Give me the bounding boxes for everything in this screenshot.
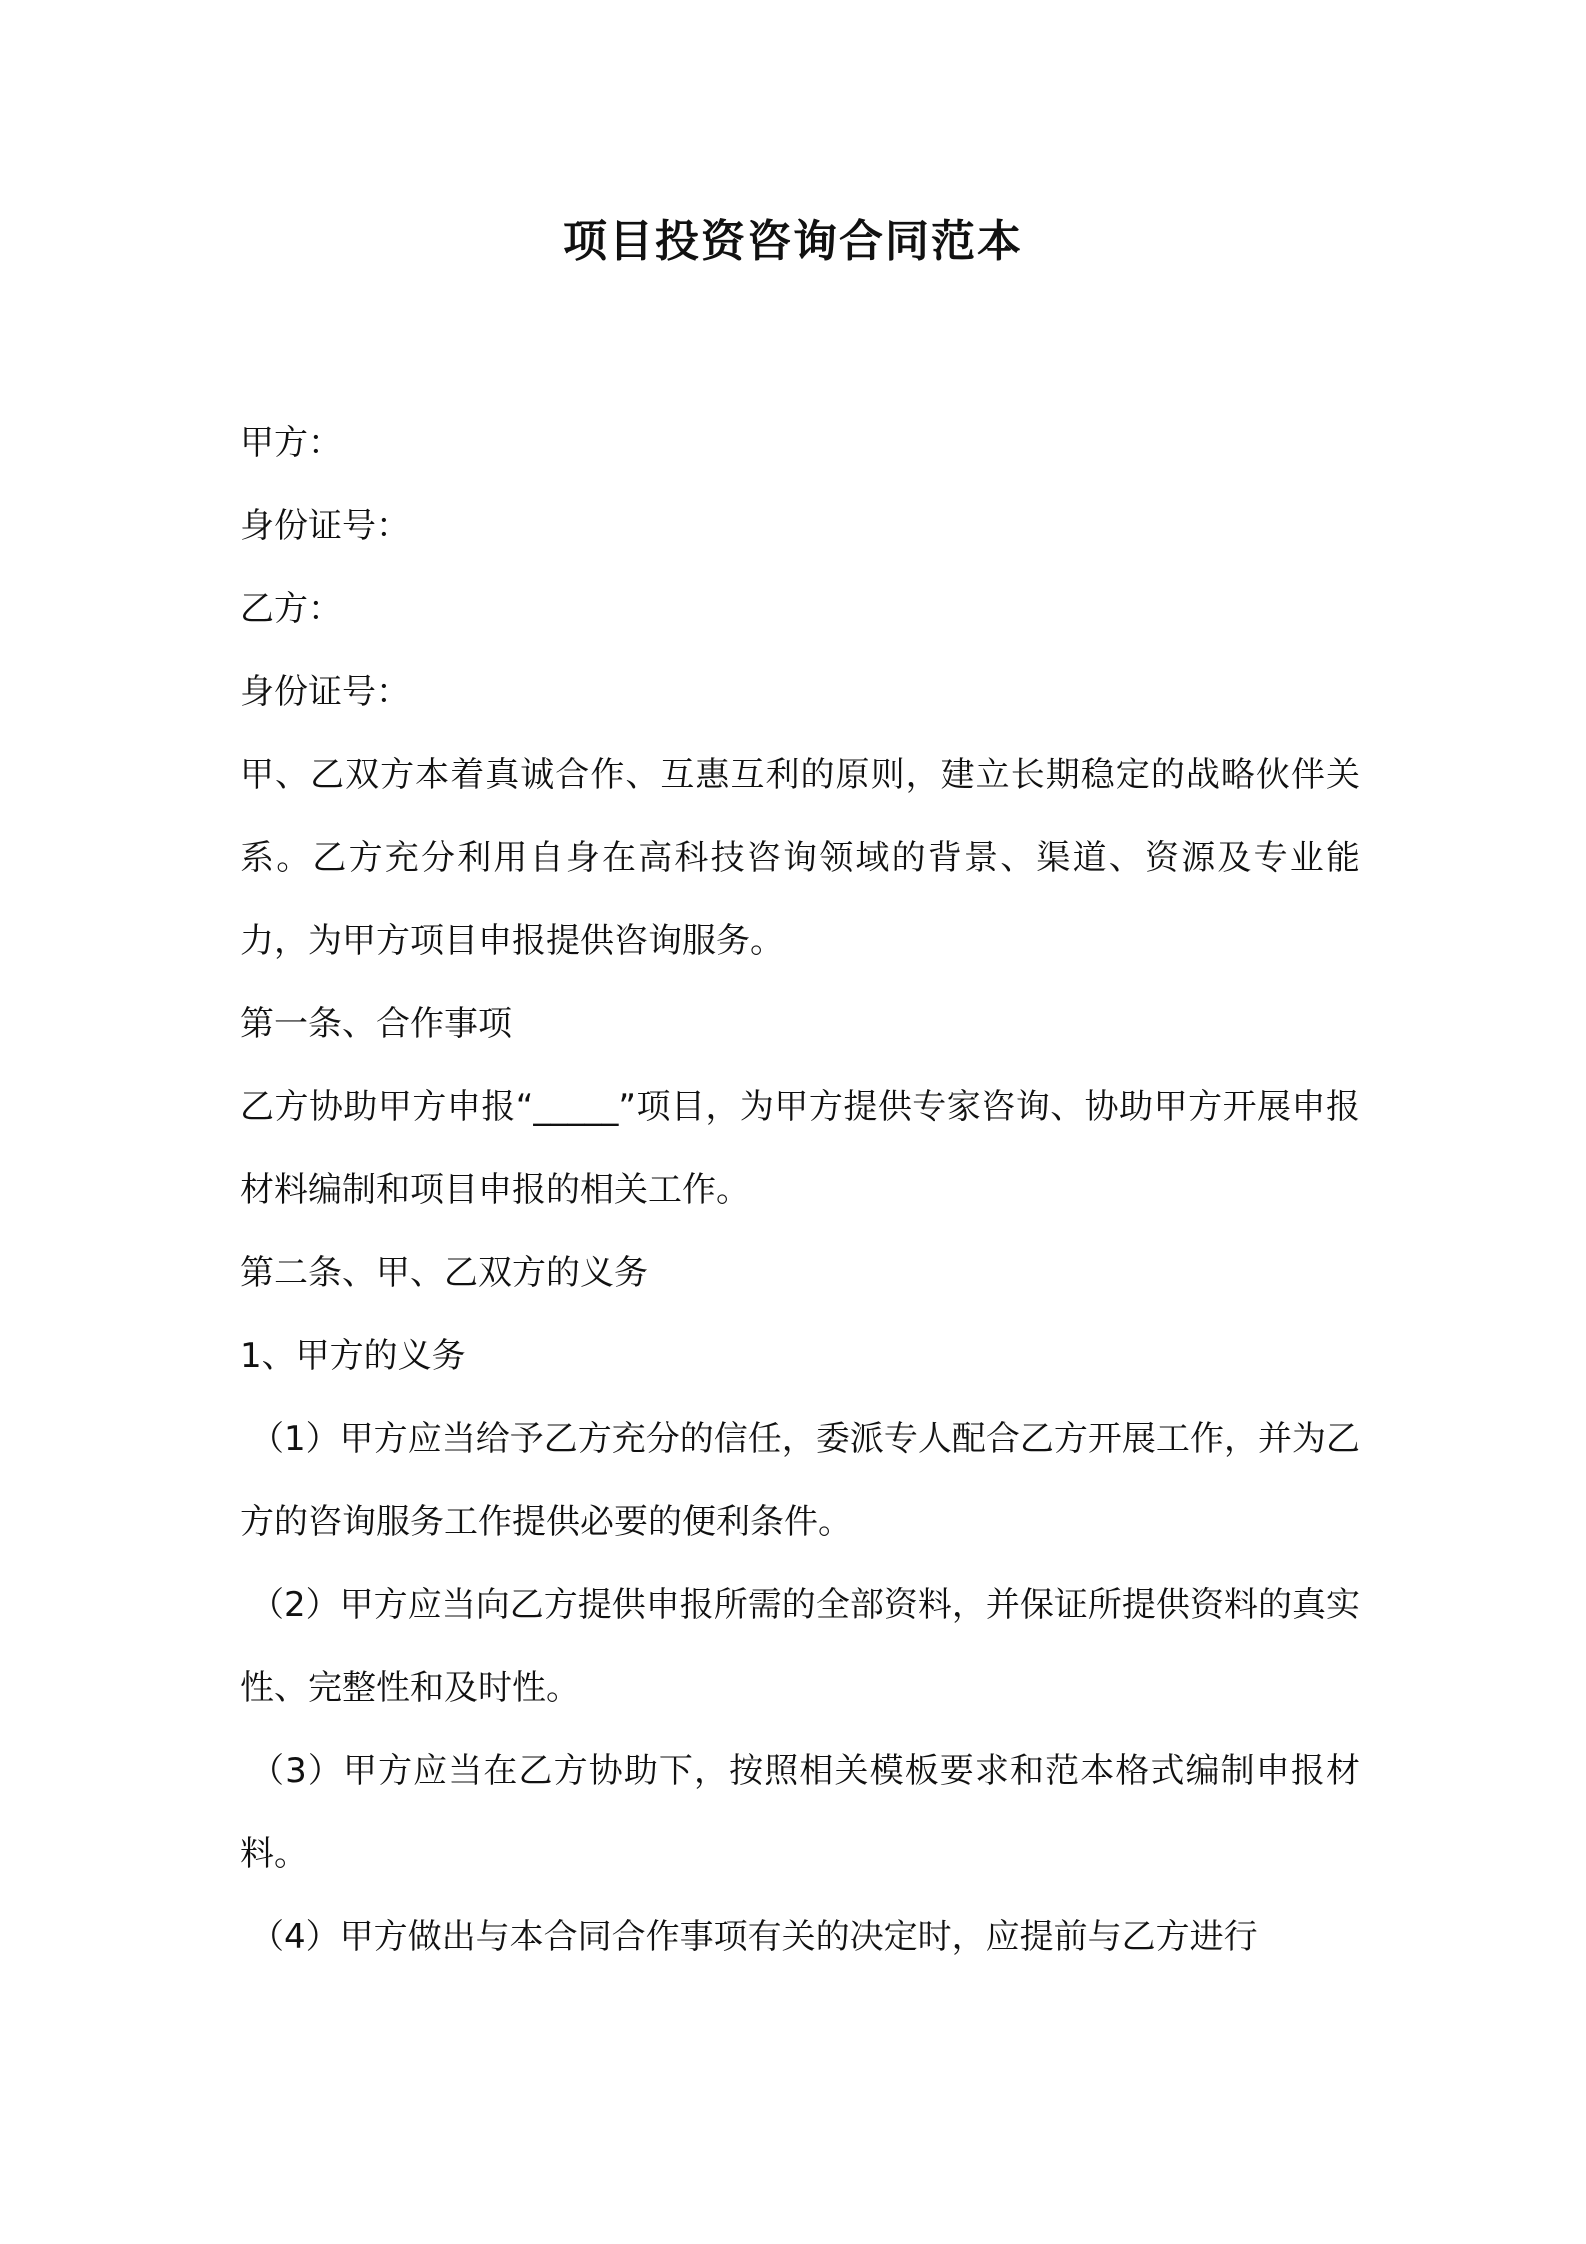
obligation-item-2: （2）甲方应当向乙方提供申报所需的全部资料，并保证所提供资料的真实性、完整性和及时性。 [240, 1585, 1360, 1708]
obligation-item-4: （4）甲方做出与本合同合作事项有关的决定时，应提前与乙方进行 [250, 1917, 1258, 1957]
article2-heading: 第二条、甲、乙双方的义务 [240, 1253, 648, 1293]
party-a-label: 甲方： [240, 423, 342, 463]
document-title: 项目投资咨询合同范本 [563, 216, 1023, 267]
document-body [240, 402, 1360, 1979]
party-a-id-label: 身份证号： [240, 506, 410, 546]
obligation-item-1: （1）甲方应当给予乙方充分的信任，委派专人配合乙方开展工作，并为乙方的咨询服务工作提供必要的便利条件。 [240, 1419, 1360, 1542]
article1-heading: 第一条、合作事项 [240, 1004, 512, 1044]
intro-paragraph: 甲、乙双方本着真诚合作、互惠互利的原则，建立长期稳定的战略伙伴关系。乙方充分利用自身在高科技咨询领域的背景、渠道、资源及专业能力，为甲方项目申报提供咨询服务。 [240, 755, 1360, 961]
section1-heading: 1、甲方的义务 [240, 1336, 466, 1376]
obligation-item-3: （3）甲方应当在乙方协助下，按照相关模板要求和范本格式编制申报材料。 [240, 1751, 1360, 1874]
article1-paragraph: 乙方协助甲方申报“_____”项目，为甲方提供专家咨询、协助甲方开展申报材料编制和项目申报的相关工作。 [240, 1087, 1360, 1210]
party-b-id-label: 身份证号： [240, 672, 410, 712]
party-b-label: 乙方： [240, 589, 342, 629]
